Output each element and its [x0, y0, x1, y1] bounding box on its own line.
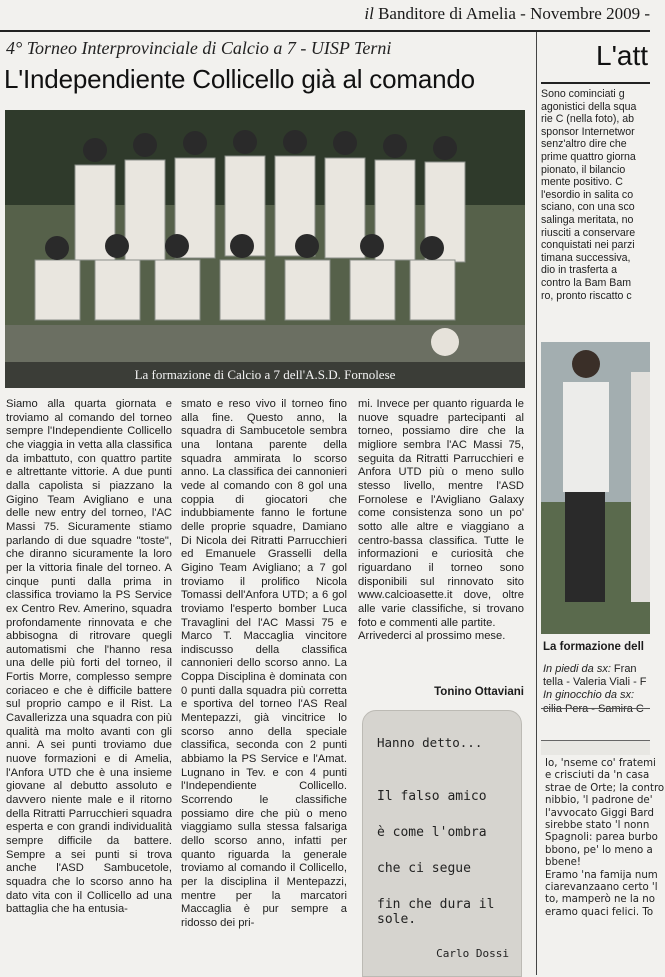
quote-title: Hanno detto... — [377, 735, 483, 750]
masthead-bar — [0, 0, 650, 32]
caption-text: tella - Valeria Viali - F — [543, 676, 647, 689]
article-column-1 — [6, 398, 172, 917]
text-line: ciarevanzaano certo 'l — [545, 882, 658, 894]
text-line: sciano, con una sco — [541, 201, 635, 214]
text-line: e crisciuti da 'n casa — [545, 770, 650, 782]
text-line: l'avvocato Giggi Bard — [545, 807, 654, 819]
text-line: Io, 'nseme co' fratemi — [545, 758, 656, 769]
text-line: conquistati nei parzi — [541, 239, 635, 252]
text-line: mente positivo. C — [541, 176, 623, 189]
text-line: l'esordio in salita co — [541, 188, 634, 201]
text-line: rie C (nella foto), ab — [541, 113, 635, 126]
quote-line: Il falso amico — [377, 789, 487, 804]
text-line: Eramo 'na famija num — [545, 869, 658, 881]
article-kicker: 4° Torneo Interprovinciale di Calcio a 7 - UISP Terni — [6, 38, 392, 58]
text-line: eramo quaci felici. To — [545, 906, 654, 918]
closing-line: Arrivederci al prossimo mese. — [358, 630, 506, 643]
quote-author: Carlo Dossi — [436, 947, 509, 960]
column-text: mi. Invece per quanto riguarda le nuove squadre partecipanti al torneo, possiamo dire che la migliore sembra l'AC Massi 75, seguita da Ritratti Parrucchieri e Anfora UTD più o meno sullo stesso livello, mentre l'ASD Fornolese e l'Avigliano Galaxy come consistenza sono un po' sotto alle altre e viaggiano a centro-bassa classifica. Tutte le informazioni e curiosità che riguardano il torneo sono disponibili sul rinnovato sito www.calcioasette.it dove, oltre alle varie classifiche, si trovano foto e commenti alle partite. — [358, 398, 524, 629]
right-article-title: L'att — [596, 40, 649, 71]
column-text: smato e reso vivo il torneo fino alla fine. Questo anno, la squadra di Sambucetole sembra una lontana parente della squadra ammirata lo scorso anno. La classifica dei cannonieri vede al comando con 8 gol una coppia di giocatori che indubbiamente fanno le fortune delle proprie squadre, Damiano Di Nicola dei Ritratti Parrucchieri ed Emanuele Grasselli della Gigino Team Avigliano; a 7 gol troviamo il prolifico Nicola Tomassi dell'Anfora UTD; a 6 gol troviamo l'esperto bomber Luca Travaglini del l'AC Massi 75 e Marco T. Maccaglia vincitore indiscusso della classifica cannonieri dello scorso anno. La Coppa Disciplina è dominata con 0 punti dalla squadra più corretta e sportiva del torneo l'AS Real Mentepazzi, già vincitrice lo scorso anno della speciale classifica, seconda con 2 punti abbiamo la PS Service e l'Amat. Lugnano in Tev. e con 4 punti l'Independiente Collicello. Scorrendo le classifiche possiamo dire che più o meno viaggiamo sulla stessa falsariga dello scorso anno, infatti per quanto riguarda la generale troviamo al comando il Collicello, per la disciplina il Mentepazzi, mentre per la marcatori Maccaglia è pur sempre a ridosso dei pri- — [181, 398, 347, 929]
quote-line: è come l'ombra — [377, 825, 487, 840]
right-box-header — [541, 740, 650, 755]
text-line: dio in trasferta a — [541, 264, 617, 277]
article-author: Tonino Ottaviani — [434, 686, 524, 698]
caption-text: Fran — [610, 663, 637, 675]
text-line: riusciti a conservare — [541, 226, 636, 239]
text-line: to, mamperò ne la no — [545, 894, 655, 906]
quote-line: che ci segue — [377, 861, 471, 876]
text-line: senz'altro dire che — [541, 138, 627, 151]
text-line: contro la Bam Bam — [541, 276, 632, 289]
caption-label: In piedi da sx: — [543, 663, 611, 675]
team-photo — [5, 110, 525, 388]
right-team-photo — [541, 342, 650, 634]
text-line: timana successiva, — [541, 251, 631, 264]
text-line: agonistici della squa — [541, 100, 637, 113]
masthead-prefix: il — [364, 4, 374, 23]
right-photo-caption-title: La formazione dell — [543, 641, 644, 653]
article-column-2 — [181, 398, 347, 931]
text-line: Sono cominciati g — [541, 88, 625, 100]
text-line: salinga meritata, no — [541, 213, 634, 226]
team-photo-illustration — [5, 110, 525, 388]
quote-line: fin che dura il sole. — [377, 897, 495, 927]
text-line: bbono, pe' lo meno a — [545, 844, 653, 856]
right-article-text — [541, 88, 661, 302]
text-line: sirebbe stato 'l nonn — [545, 820, 650, 832]
text-line: bbene! — [545, 857, 582, 869]
right-dialect-text — [545, 758, 665, 919]
right-section-rule — [541, 708, 650, 709]
right-title-rule — [541, 82, 650, 84]
caption-label: In ginocchio da sx: — [543, 689, 635, 702]
text-line: Spagnoli: parea burbo — [545, 832, 658, 844]
right-photo-illustration — [541, 342, 650, 634]
column-text: Siamo alla quarta giornata e troviamo al comando del torneo sempre l'Independiente Collicello che viaggia in vetta alla classifica da imbattuto, con quattro partite e altrettante vittorie. A due punti dalla capolista si piazzano la Gigino Team Avigliano e una delle new entry del torneo, l'AC Massi 75. Sicuramente stiamo parlando di due squadre "toste", che diranno sicuramente la loro per la vittoria finale del torneo. A cinque punti dalla prima in classifica troviamo la PS Service ex Centro Rev. Amerino, squadra profondamente rinnovata e che abbisogna di ritrovare quegli automatismi che l'hanno resa una delle più forti del torneo, il Fortis Morre, complesso sempre coriaceo e che è difficile battere sul proprio campo e il Rist. La Cavallerizza una squadra con più qualità ma molto avanti con gli anni. A sei punti troviamo due nuove formazioni e di Amelia, l'Anfora UTD che è una insieme giovane al debutto assoluto e davvero niente male e il ritorno della Ritratti Parrucchieri squadra esperta e con grandi individualità sempre difficile da battere. Sempre a sei punti si trova anche l'ASD Sambucetole, squadra che lo scorso anno ha dato vita con il Collicello ad una battaglia che ha entusia- — [6, 398, 172, 916]
text-line: ro, pronto riscatto c — [541, 289, 632, 302]
column-divider — [536, 32, 537, 975]
text-line: strae de Orte; la contro — [545, 782, 665, 794]
article-headline: L'Independiente Collicello già al comando — [4, 64, 475, 94]
text-line: pionato, il bilancio — [541, 163, 626, 176]
text-line: prime quattro giorna — [541, 150, 636, 163]
quote-box — [362, 710, 522, 977]
photo-caption: La formazione di Calcio a 7 dell'A.S.D. Fornolese — [134, 367, 396, 382]
article-column-3 — [358, 398, 524, 644]
text-line: sponsor Internetwor — [541, 125, 635, 138]
masthead-name: Banditore di Amelia - Novembre 2009 - — [378, 4, 650, 23]
text-line: nibbio, 'l padrone de' — [545, 795, 653, 807]
masthead — [364, 4, 650, 24]
